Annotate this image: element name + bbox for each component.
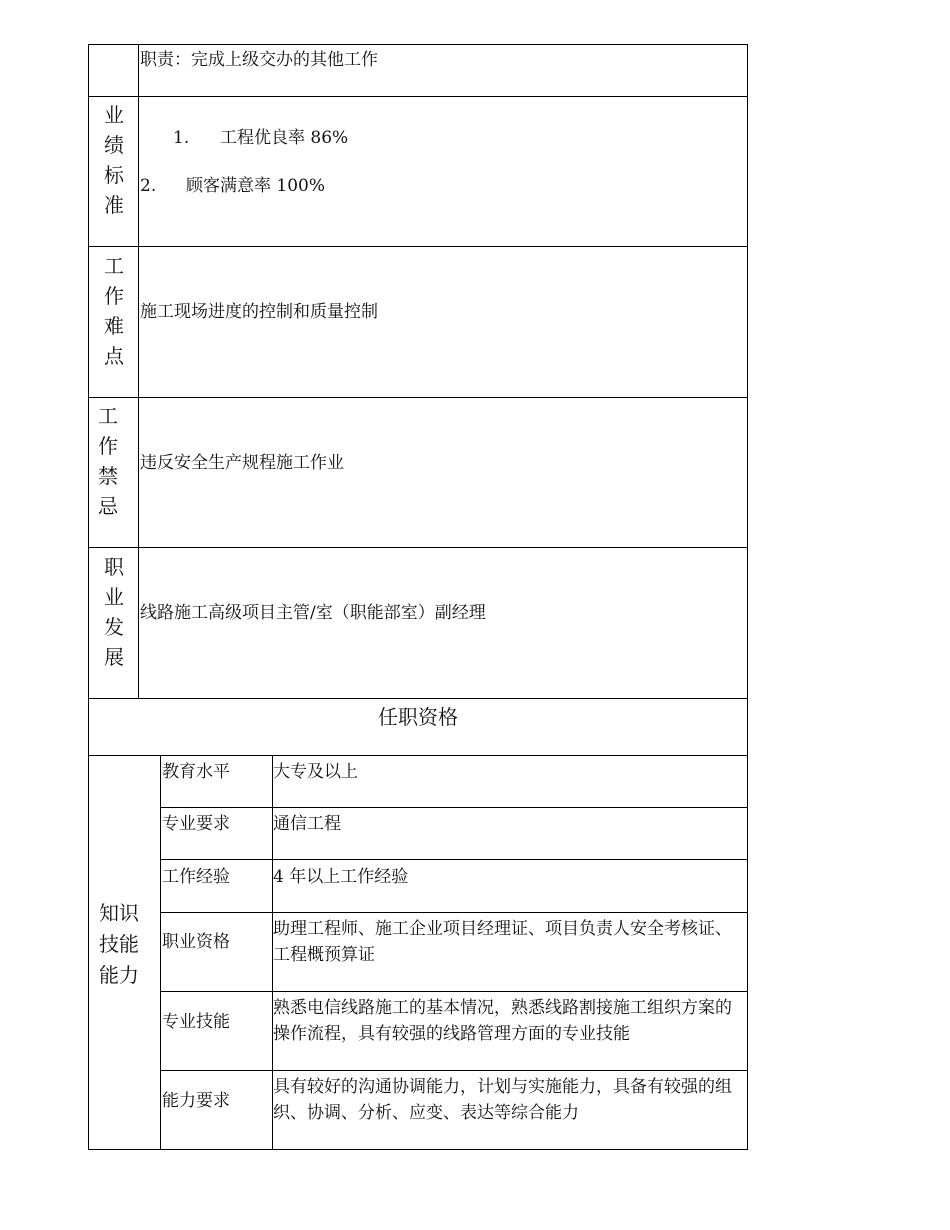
performance-label: 业 绩 标 准 <box>104 103 124 217</box>
qualification-value: 4 年以上工作经验 <box>273 867 409 887</box>
performance-item-text: 工程优良率 86% <box>220 128 349 148</box>
qualification-label: 专业技能 <box>162 1012 230 1032</box>
row-divider <box>88 397 748 398</box>
row-divider <box>160 1070 748 1071</box>
row-divider <box>88 547 748 548</box>
row-divider <box>160 991 748 992</box>
qualification-value: 通信工程 <box>273 814 341 834</box>
qualifications-title: 任职资格 <box>378 705 458 729</box>
taboo-label: 工 作 禁 忌 <box>98 404 118 518</box>
row-divider <box>88 246 748 247</box>
difficulty-text: 施工现场进度的控制和质量控制 <box>140 302 378 322</box>
qualification-label: 职业资格 <box>162 932 230 952</box>
qualification-value: 助理工程师、施工企业项目经理证、项目负责人安全考核证、工程概预算证 <box>273 919 732 965</box>
qualification-label: 工作经验 <box>162 867 230 887</box>
qualification-value: 具有较好的沟通协调能力，计划与实施能力，具备有较强的组织、协调、分析、应变、表达等综合能力 <box>273 1077 732 1123</box>
row-divider <box>160 807 748 808</box>
row-divider <box>88 96 748 97</box>
performance-item-number: 1. <box>173 128 190 148</box>
performance-item-text: 顾客满意率 100% <box>186 176 326 196</box>
knowledge-skills-label: 知识 技能 能力 <box>99 901 139 987</box>
job-description-table <box>88 44 748 1150</box>
row-divider <box>160 859 748 860</box>
qualification-value: 大专及以上 <box>273 762 358 782</box>
performance-item-number: 2. <box>140 176 157 196</box>
column-divider <box>160 755 161 1150</box>
difficulty-label: 工 作 难 点 <box>104 254 124 368</box>
row-divider <box>88 698 748 699</box>
career-label: 职 业 发 展 <box>104 555 124 669</box>
row-divider <box>88 755 748 756</box>
qualification-label: 能力要求 <box>162 1091 230 1111</box>
qualification-label: 教育水平 <box>162 762 230 782</box>
qualification-label: 专业要求 <box>162 814 230 834</box>
qualification-value: 熟悉电信线路施工的基本情况，熟悉线路割接施工组织方案的操作流程，具有较强的线路管理方面的专业技能 <box>273 998 732 1044</box>
career-text: 线路施工高级项目主管/室（职能部室）副经理 <box>140 603 486 623</box>
duty-text: 职责：完成上级交办的其他工作 <box>140 50 378 70</box>
row-divider <box>160 912 748 913</box>
taboo-text: 违反安全生产规程施工作业 <box>140 453 344 473</box>
